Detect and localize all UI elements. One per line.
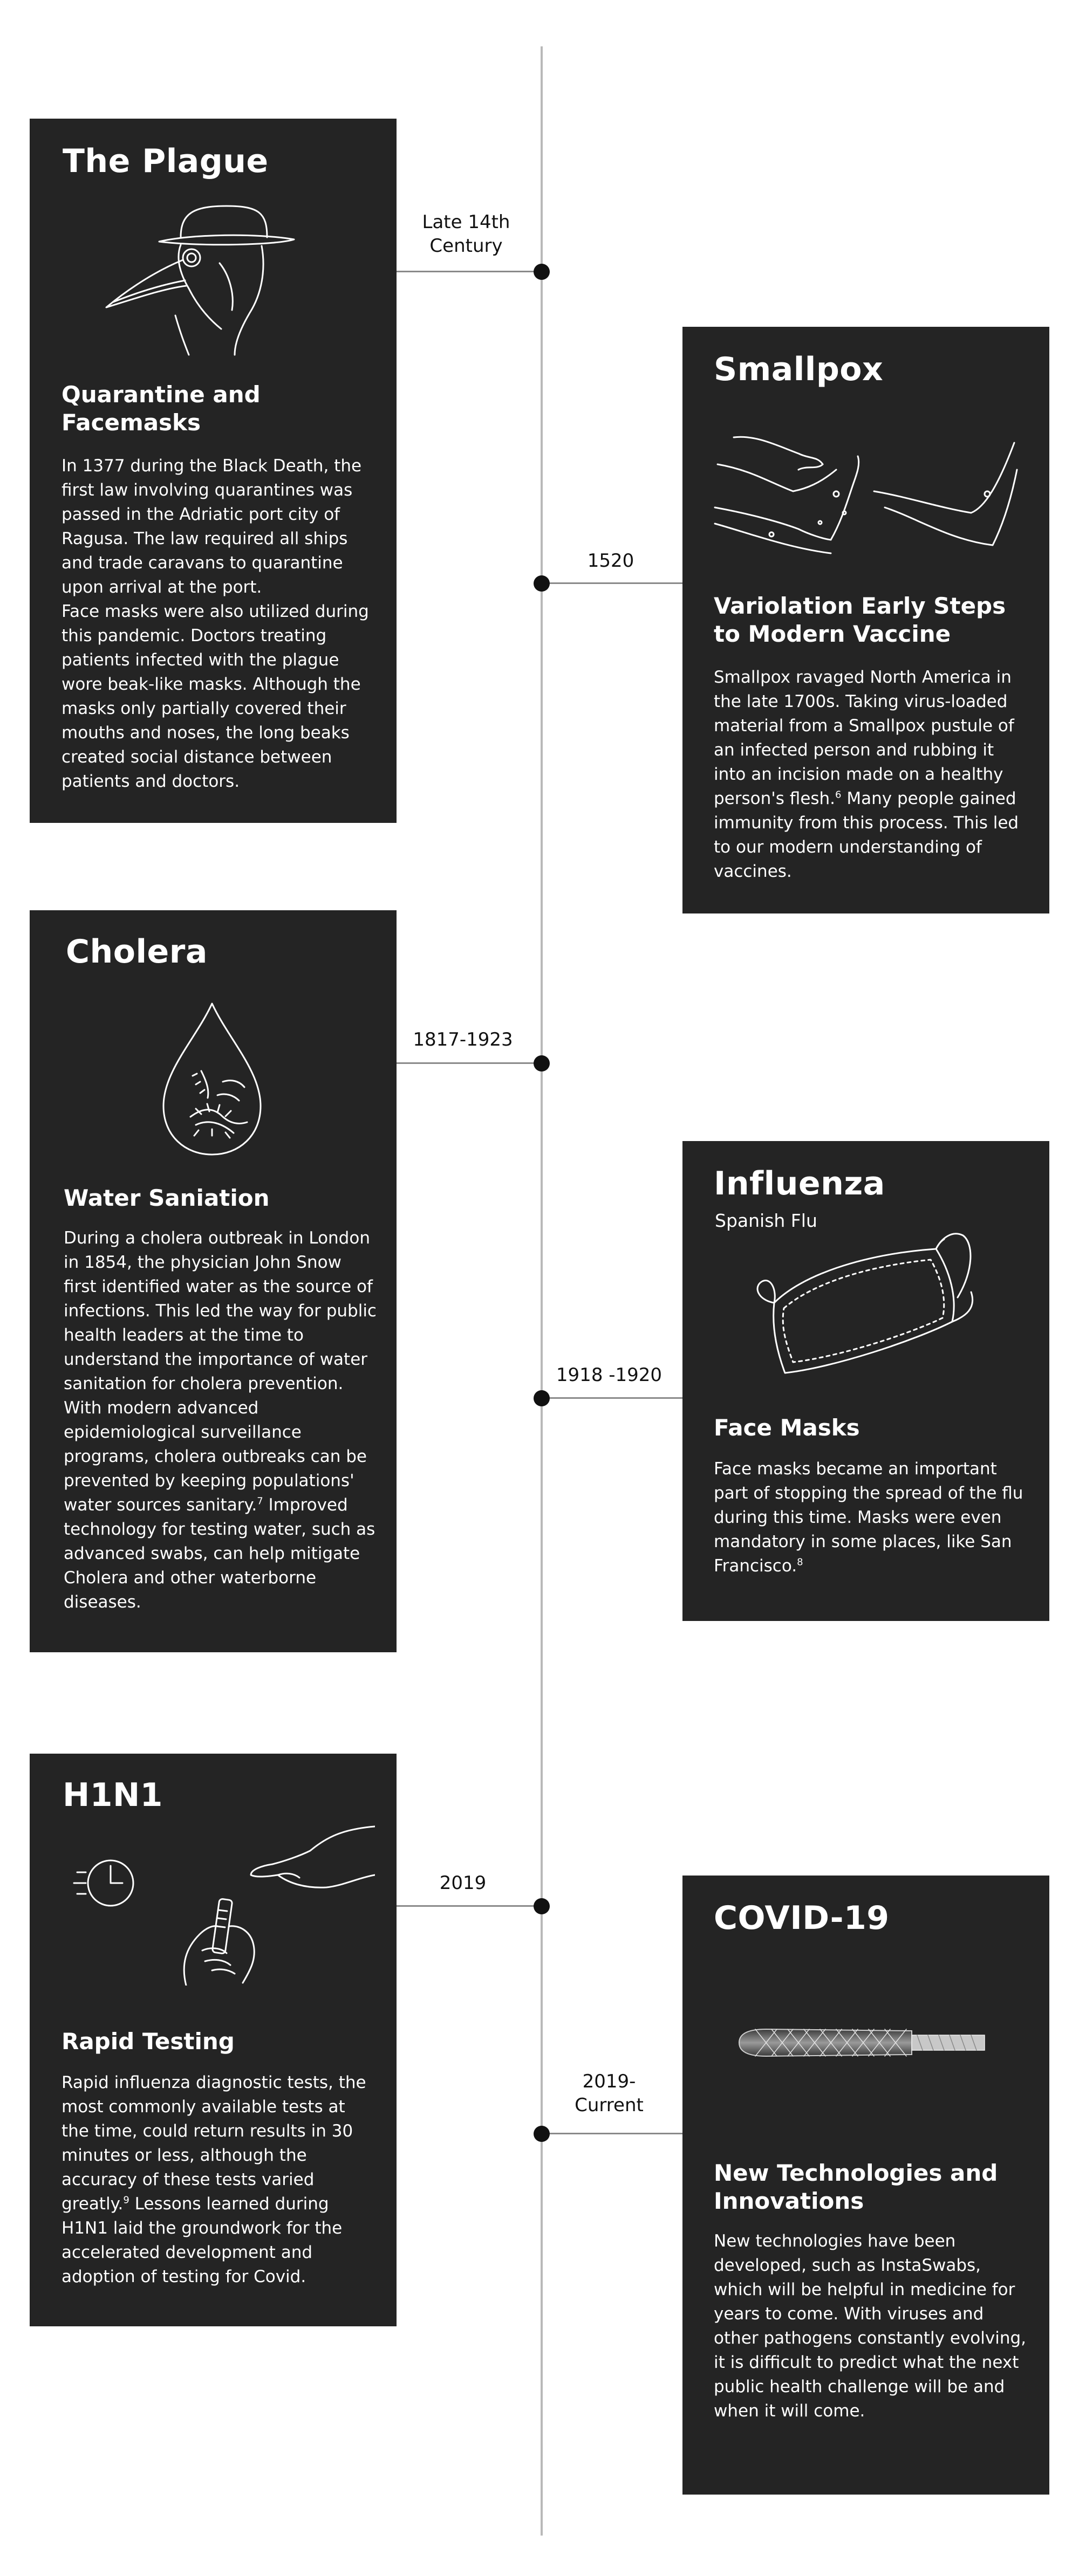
body-text: Face masks became an important part of stopping the spread of the flu during this time. Masks were even mandatory in some places, like San Francisco.	[714, 1459, 1023, 1576]
date-label-plague	[396, 210, 536, 258]
card-body	[62, 2071, 374, 2289]
timeline-dot-cholera	[534, 1055, 550, 1071]
connector-h1n1	[395, 1905, 541, 1907]
water-drop-bacteria-icon	[158, 1001, 266, 1157]
variolation-arms-icon	[712, 432, 1020, 556]
card-title: H1N1	[63, 1776, 163, 1814]
card-subtitle: Spanish Flu	[715, 1210, 817, 1231]
timeline-dot-influenza	[534, 1390, 550, 1406]
card-title: The Plague	[63, 142, 269, 180]
date-label-smallpox: 1520	[587, 550, 634, 572]
event-card-smallpox	[682, 327, 1049, 913]
card-heading: Rapid Testing	[62, 2028, 235, 2055]
timeline-dot-covid	[534, 2126, 550, 2142]
card-title: COVID-19	[714, 1899, 890, 1937]
body-paragraph	[714, 2229, 1032, 2423]
connector-cholera	[395, 1062, 541, 1064]
date-label-cholera: 1817-1923	[413, 1029, 513, 1050]
timeline-spine	[541, 46, 543, 2536]
date-line-2: Century	[429, 235, 503, 257]
event-card-cholera	[30, 910, 397, 1652]
body-text: Many people gained immunity from this process. This led to our modern understanding of vaccines.	[714, 789, 1019, 881]
event-card-covid	[682, 1876, 1049, 2495]
event-card-plague	[30, 119, 397, 823]
card-heading: Water Saniation	[64, 1185, 270, 1211]
event-card-h1n1	[30, 1754, 397, 2326]
card-body	[714, 1457, 1027, 1578]
swab-tip-icon	[734, 2021, 987, 2064]
footnote-marker: 6	[835, 789, 842, 801]
date-label-covid	[539, 2070, 679, 2117]
connector-smallpox	[542, 582, 684, 584]
timeline-dot-plague	[534, 264, 550, 280]
date-label-influenza: 1918 -1920	[556, 1364, 663, 1386]
card-title: Cholera	[66, 933, 208, 971]
card-heading: New Technologies and Innovations	[714, 2160, 998, 2214]
card-heading: Quarantine and Facemasks	[62, 381, 261, 436]
connector-covid	[542, 2133, 684, 2134]
timeline-dot-smallpox	[534, 575, 550, 592]
body-paragraph	[64, 1226, 377, 1615]
plague-doctor-mask-icon	[100, 200, 337, 356]
body-text: During a cholera outbreak in London in 1854, the physician John Snow first identified water as the source of infections. This led the way for public health leaders at the time to understand the importance of water sanitation for cholera prevention. With modern advanced epidemiological surveillance programs, cholera outbreaks can be prevented by keeping populations' water sources sanitary.	[64, 1228, 377, 1515]
connector-plague	[395, 271, 541, 272]
card-body	[64, 1226, 377, 1615]
event-card-influenza	[682, 1141, 1049, 1621]
footnote-marker: 9	[123, 2194, 129, 2206]
card-body	[62, 454, 374, 794]
body-paragraph: In 1377 during the Black Death, the first law involving quarantines was passed in the Adriatic port city of Ragusa. The law required all ships and trade caravans to quarantine upon arrival at the port.	[62, 456, 362, 597]
body-text: Improved technology for testing water, such as advanced swabs, can help mitigate Cholera and other waterborne diseases.	[64, 1495, 375, 1612]
body-paragraph: Face masks were also utilized during this pandemic. Doctors treating patients infected with the plague wore beak-like masks. Although the masks only partially covered their mouths and noses, the long beaks created social distance between patients and doctors.	[62, 602, 369, 791]
body-text: New technologies have been developed, such as InstaSwabs, which will be helpful in medicine for years to come. With viruses and other pathogens constantly evolving, it is difficult to predict what the next public health challenge will be and when it will come.	[714, 2231, 1026, 2421]
body-text: Lessons learned during H1N1 laid the groundwork for the accelerated development and adoption of testing for Covid.	[62, 2194, 343, 2286]
date-line-2: Current	[575, 2094, 644, 2116]
card-body	[714, 2229, 1032, 2423]
card-body	[714, 665, 1027, 884]
timeline-dot-h1n1	[534, 1898, 550, 1914]
face-mask-icon	[753, 1227, 979, 1378]
body-paragraph	[714, 1457, 1027, 1578]
card-title: Influenza	[714, 1165, 885, 1203]
date-label-h1n1: 2019	[439, 1872, 487, 1894]
connector-influenza	[542, 1397, 684, 1399]
body-text: Rapid influenza diagnostic tests, the most commonly available tests at the time, could return results in 30 minutes or less, although the accuracy of these tests varied greatly.	[62, 2073, 366, 2214]
body-paragraph	[62, 2071, 374, 2289]
card-heading: Variolation Early Steps to Modern Vaccine	[714, 593, 1006, 647]
date-line-1: Late 14th	[422, 211, 510, 233]
footnote-marker: 8	[797, 1556, 803, 1568]
date-line-1: 2019-	[582, 2071, 636, 2092]
rapid-test-timer-icon	[73, 1824, 375, 1986]
card-heading: Face Masks	[714, 1414, 860, 1441]
body-text: Smallpox ravaged North America in the late 1700s. Taking virus-loaded material from a Smallpox pustule of an infected person and rubbing it into an incision made on a healthy person's flesh.	[714, 668, 1014, 808]
card-title: Smallpox	[714, 351, 884, 388]
body-paragraph	[714, 665, 1027, 884]
footnote-marker: 7	[257, 1495, 263, 1507]
